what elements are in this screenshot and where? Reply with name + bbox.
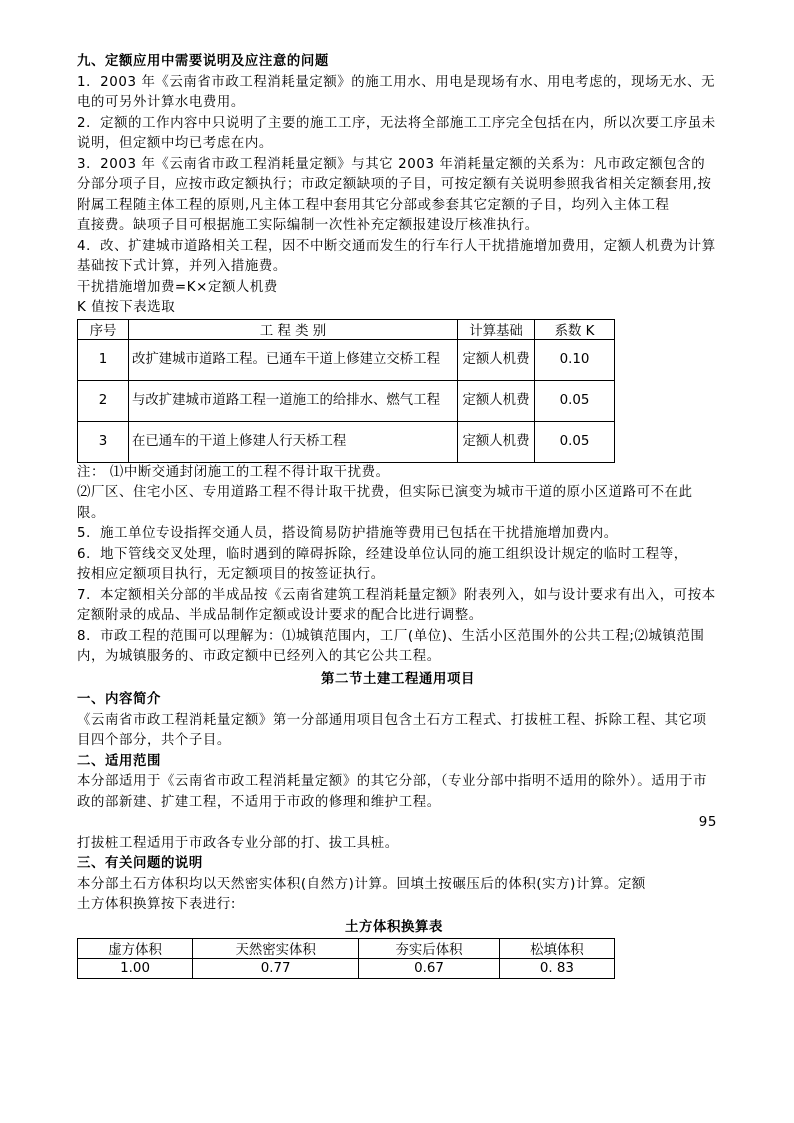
paragraph: 5．施工单位专设指挥交通人员，搭设简易防护措施等费用已包括在干扰措施增加费内。 bbox=[77, 526, 618, 541]
table-cell-k: 0.05 bbox=[535, 421, 615, 462]
table-header-cell: 序号 bbox=[78, 319, 129, 339]
paragraph: K 值按下表选取 bbox=[77, 300, 176, 315]
note-line: 注： ⑴中断交通封闭施工的工程不得计取干扰费。 bbox=[77, 464, 390, 480]
table-row bbox=[78, 421, 615, 462]
table-row bbox=[78, 339, 615, 380]
section-heading-9: 九、定额应用中需要说明及应注意的问题 bbox=[77, 54, 329, 69]
table-header-cell: 松填体积 bbox=[499, 939, 614, 959]
table-header-cell: 天然密实体积 bbox=[193, 939, 359, 959]
paragraph: 3．2003 年《云南省市政工程消耗量定额》与其它 2003 年消耗量定额的关系为：凡市政定额包含的分部分项子目，应按市政定额执行；市政定额缺项的子目，可按定额有关说明参照我省相关定额套用,按附属工程随主体工程的原则,凡主体工程中套用其它分部或参套其它定额的子目，均列入主体工程 bbox=[77, 156, 712, 213]
table-cell: 0.77 bbox=[193, 959, 359, 979]
table-cell: 0. 83 bbox=[499, 959, 614, 979]
table-header-row bbox=[78, 939, 615, 959]
volume-conversion-table bbox=[77, 938, 615, 979]
note-line: ⑵厂区、住宅小区、专用道路工程不得计取干扰费，但实际已演变为城市干道的原小区道路可不在此限。 bbox=[77, 485, 693, 521]
subsection-heading: 一、内容简介 bbox=[77, 692, 161, 707]
section-title: 第二节土建工程通用项目 bbox=[321, 671, 475, 687]
paragraph: 直接费。缺项子目可根据施工实际编制一次性补充定额报建设厅核准执行。 bbox=[77, 218, 539, 233]
subsection-heading: 二、适用范围 bbox=[77, 753, 161, 769]
table-cell-k: 0.10 bbox=[535, 339, 615, 380]
table-cell-base: 定额人机费 bbox=[458, 421, 535, 462]
table-cell-base: 定额人机费 bbox=[458, 380, 535, 421]
paragraph: 按相应定额项目执行，无定额项目的按签证执行。 bbox=[77, 567, 385, 582]
formula-line: 干扰措施增加费=K×定额人机费 bbox=[77, 279, 278, 295]
paragraph: 土方体积换算按下表进行: bbox=[77, 897, 237, 912]
table-header-cell: 虚方体积 bbox=[78, 939, 193, 959]
paragraph: 本分部适用于《云南省市政工程消耗量定额》的其它分部，（专业分部中指明不适用的除外）。适用于市政的部新建、扩建工程，不适用于市政的修理和维护工程。 bbox=[77, 774, 708, 810]
paragraph: 打拔桩工程适用于市政各专业分部的打、拔工具桩。 bbox=[77, 835, 399, 851]
subsection-heading: 三、有关问题的说明 bbox=[77, 856, 203, 871]
paragraph: 7．本定额相关分部的半成品按《云南省建筑工程消耗量定额》附表列入，如与设计要求有出入，可按本定额附录的成品、半成品制作定额或设计要求的配合比进行调整。 bbox=[77, 587, 716, 623]
paragraph: 1．2003 年《云南省市政工程消耗量定额》的施工用水、用电是现场有水、用电考虑的，现场无水、无电的可另外计算水电费用。 bbox=[77, 74, 716, 110]
table-header-row bbox=[78, 319, 615, 339]
table-cell: 1.00 bbox=[78, 959, 193, 979]
table-cell-category: 与改扩建城市道路工程一道施工的给排水、燃气工程 bbox=[129, 380, 458, 421]
page-number: 95 bbox=[698, 815, 717, 830]
table-cell: 0.67 bbox=[359, 959, 500, 979]
table-row bbox=[78, 380, 615, 421]
paragraph: 6．地下管线交叉处理，临时遇到的障碍拆除，经建设单位认同的施工组织设计规定的临时工程等， bbox=[77, 546, 688, 562]
table-header-cell: 计算基础 bbox=[458, 319, 535, 339]
table-cell-base: 定额人机费 bbox=[458, 339, 535, 380]
table-row bbox=[78, 959, 615, 979]
table-cell-no: 2 bbox=[78, 380, 129, 421]
paragraph: 《云南省市政工程消耗量定额》第一分部通用项目包含土石方工程式、打拔桩工程、拆除工程、其它项目四个部分，共个子目。 bbox=[77, 712, 707, 748]
paragraph: 4．改、扩建城市道路相关工程，因不中断交通而发生的行车行人干扰措施增加费用，定额人机费为计算基础按下式计算，并列入措施费。 bbox=[77, 238, 716, 274]
table-cell-k: 0.05 bbox=[535, 380, 615, 421]
table-cell-no: 3 bbox=[78, 421, 129, 462]
paragraph: 8．市政工程的范围可以理解为：⑴城镇范围内，工厂(单位)、生活小区范围外的公共工程;⑵城镇范围内，为城镇服务的、市政定额中已经列入的其它公共工程。 bbox=[77, 628, 705, 664]
table-cell-category: 在已通车的干道上修建人行天桥工程 bbox=[129, 421, 458, 462]
paragraph: 2．定额的工作内容中只说明了主要的施工工序，无法将全部施工工序完全包括在内，所以次要工序虽未说明，但定额中均已考虑在内。 bbox=[77, 115, 716, 151]
document-content bbox=[77, 52, 719, 979]
table-cell-category: 改扩建城市道路工程。已通车干道上修建立交桥工程 bbox=[129, 339, 458, 380]
paragraph: 本分部土石方体积均以天然密实体积(自然方)计算。回填土按碾压后的体积(实方)计算。定额 bbox=[77, 876, 646, 892]
volume-table-title: 土方体积换算表 bbox=[345, 919, 443, 935]
table-header-cell: 系数 K bbox=[535, 319, 615, 339]
table-header-cell: 工 程 类 别 bbox=[129, 319, 458, 339]
table-header-cell: 夯实后体积 bbox=[359, 939, 500, 959]
table-cell-no: 1 bbox=[78, 339, 129, 380]
k-value-table bbox=[77, 319, 615, 463]
